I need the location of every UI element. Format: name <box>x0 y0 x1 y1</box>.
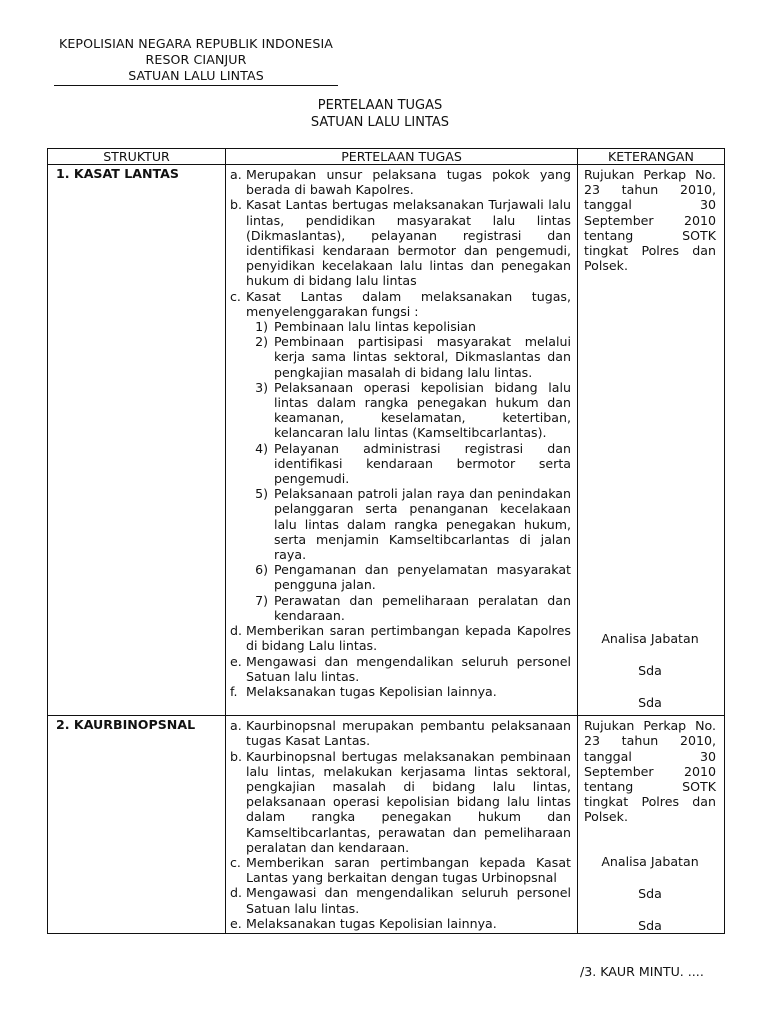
document-title <box>230 97 530 131</box>
header-keterangan: KETERANGAN <box>578 149 725 165</box>
list-item: a. Kaurbinopsnal merupakan pembantu pelaksanaan tugas Kasat Lantas. <box>230 718 571 749</box>
title-line1: PERTELAAN TUGAS <box>317 98 443 113</box>
list-item: c. Kasat Lantas dalam melaksanakan tugas, menyelenggarakan fungsi : <box>230 288 571 319</box>
letterhead-line3: SATUAN LALU LINTAS <box>54 68 338 86</box>
list-item: d. Memberikan saran pertimbangan kepada Kapolres di bidang Lalu lintas. <box>230 623 571 654</box>
table-row <box>48 716 725 934</box>
list-item: c. Memberikan saran pertimbangan kepada Kasat Lantas yang berkaitan dengan tugas Urbinopsnal <box>230 854 571 886</box>
task-table <box>47 148 725 934</box>
letterhead-line1: KEPOLISIAN NEGARA REPUBLIK INDONESIA <box>58 36 333 51</box>
list-item: d. Mengawasi dan mengendalikan seluruh personel Satuan lalu lintas. <box>230 885 571 916</box>
sub-list-item: 6) Pengamanan dan penyelamatan masyarakat pengguna jalan. <box>255 562 571 593</box>
sub-list-item: 3) Pelaksanaan operasi kepolisian bidang lalu lintas dalam rangka penegakan hukum dan keamanan, keselamatan, ketertiban, kelancaran lalu lintas (Kamseltibcarlantas). <box>255 379 571 441</box>
list-item: f. Melaksanakan tugas Kepolisian lainnya. <box>230 683 497 699</box>
list-item: a. Merupakan unsur pelaksana tugas pokok yang berada di bawah Kapolres. <box>230 167 571 198</box>
table-row <box>48 165 725 716</box>
struktur-cell: 2. KAURBINOPSNAL <box>48 716 226 934</box>
sub-list-item: 2) Pembinaan partisipasi masyarakat melalui kerja sama lintas sektoral, Dikmaslantas dan pengkajian masalah di bidang lalu lintas. <box>255 334 571 380</box>
sub-list-item: 1) Pembinaan lalu lintas kepolisian <box>255 319 477 335</box>
sub-list-item: 7) Perawatan dan pemeliharaan peralatan dan kendaraan. <box>255 592 571 623</box>
letterhead <box>54 36 338 86</box>
list-item: e. Melaksanakan tugas Kepolisian lainnya. <box>230 915 497 931</box>
header-struktur: STRUKTUR <box>48 149 226 165</box>
list-item: b. Kaurbinopsnal bertugas melaksanakan pembinaan lalu lintas, melakukan kerjasama lintas sektoral, pengkajian masalah di bidang lalu lintas, pelaksanaan operasi kepolisian bidang lalu lintas dalam rangka penegakan hukum dan Kamseltibcarlantas, perawatan dan pemeliharaan peralatan dan kendaraan. <box>230 748 571 855</box>
keterangan-note-f: Sda <box>638 695 662 710</box>
keterangan-cell <box>578 716 725 934</box>
title-line2: SATUAN LALU LINTAS <box>310 115 450 130</box>
struktur-cell: 1. KASAT LANTAS <box>48 165 226 716</box>
keterangan-reference: Rujukan Perkap No. 23 tahun 2010, tanggal 30 September 2010 tentang SOTK tingkat Polres dan Polsek. <box>584 718 716 825</box>
keterangan-note-d: Sda <box>638 886 662 902</box>
sub-list-item: 5) Pelaksanaan patroli jalan raya dan penindakan pelanggaran serta penanganan kecelakaan lalu lintas dalam rangka penegakan hukum, serta menjamin Kamseltibcarlantas di jalan raya. <box>255 486 571 563</box>
letterhead-line2: RESOR CIANJUR <box>145 52 247 67</box>
tugas-cell <box>226 165 578 716</box>
tugas-cell <box>226 716 578 934</box>
keterangan-reference: Rujukan Perkap No. 23 tahun 2010, tanggal 30 September 2010 tentang SOTK tingkat Polres dan Polsek. <box>584 167 716 274</box>
list-item: e. Mengawasi dan mengendalikan seluruh personel Satuan lalu lintas. <box>230 653 571 684</box>
keterangan-note-e: Sda <box>638 918 662 934</box>
keterangan-note-c: Analisa Jabatan <box>601 854 699 870</box>
list-item: b. Kasat Lantas bertugas melaksanakan Turjawali lalu lintas, pendidikan masyarakat lalu lintas (Dikmaslantas), pelayanan registrasi dan identifikasi kendaraan bermotor dan pengemudi, penyidikan kecelakaan lalu lintas dan penegakan hukum di bidang lalu lintas <box>230 197 571 289</box>
sub-list-item: 4) Pelayanan administrasi registrasi dan identifikasi kendaraan bermotor serta pengemudi. <box>255 440 571 487</box>
page-continuation: /3. KAUR MINTU. .... <box>580 964 704 979</box>
keterangan-note-e: Sda <box>638 663 662 678</box>
header-pertelaan-tugas: PERTELAAN TUGAS <box>226 149 578 165</box>
keterangan-cell <box>578 165 725 716</box>
keterangan-note-d: Analisa Jabatan <box>601 631 699 646</box>
